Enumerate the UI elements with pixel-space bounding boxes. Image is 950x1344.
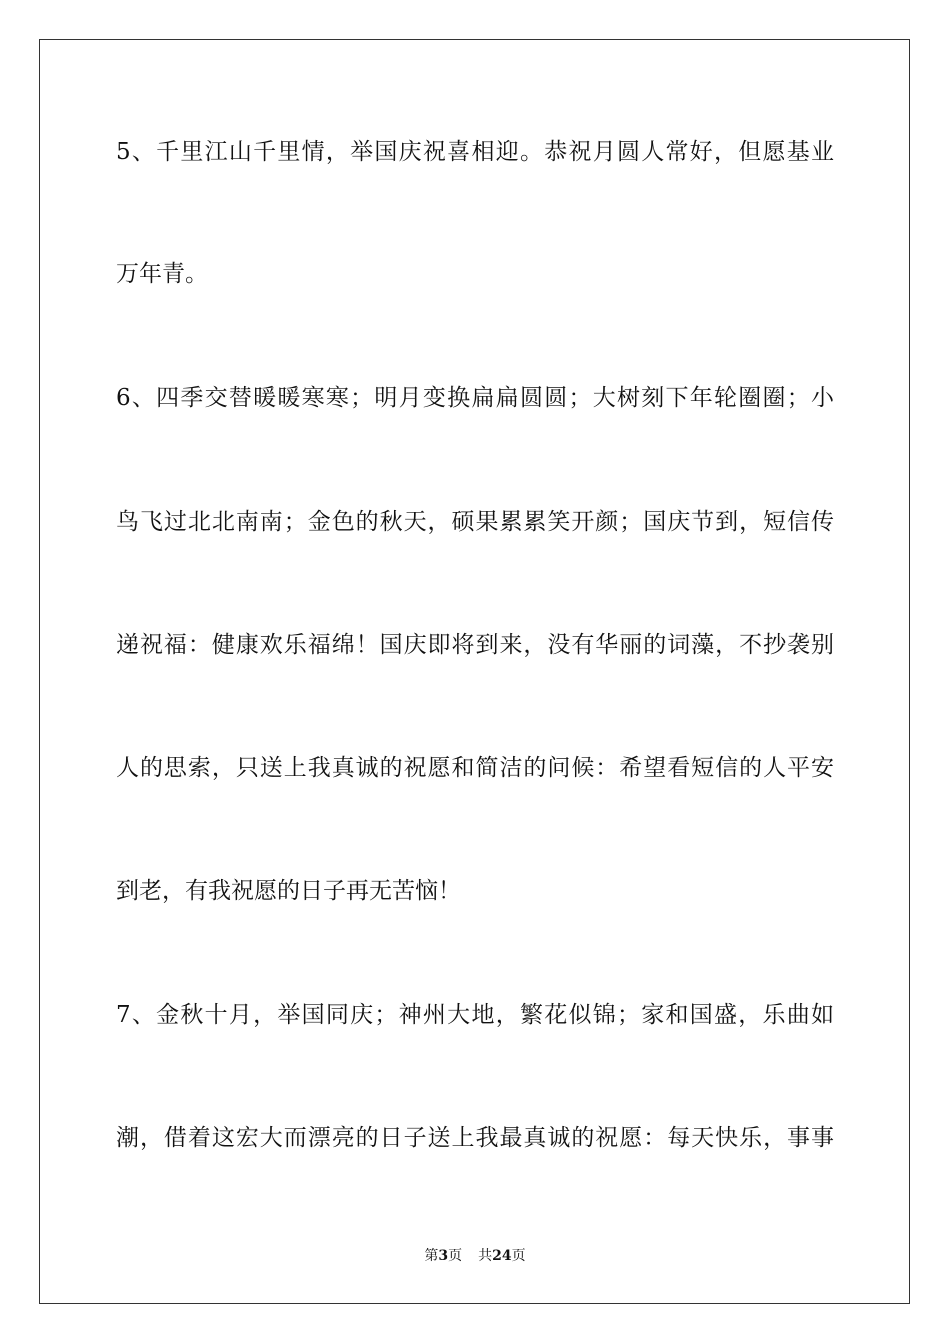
paragraph-6-line-3: 递祝福：健康欢乐福绵！国庆即将到来，没有华丽的词藻，不抄袭别 <box>116 632 834 658</box>
footer-page-prefix: 第 <box>424 1248 439 1264</box>
paragraph-7-line-1: 7、金秋十月，举国同庆；神州大地，繁花似锦；家和国盛，乐曲如 <box>116 1002 834 1028</box>
footer-page-suffix: 页 <box>448 1248 463 1264</box>
paragraph-6-line-5: 到老，有我祝愿的日子再无苦恼！ <box>116 878 461 904</box>
paragraph-5-line-1: 5、千里江山千里情，举国庆祝喜相迎。恭祝月圆人常好，但愿基业 <box>116 139 834 165</box>
paragraph-5-line-2: 万年青。 <box>116 261 208 287</box>
footer-page-number: 3 <box>438 1248 449 1264</box>
footer-total-prefix: 共 <box>478 1248 493 1264</box>
paragraph-6-line-4: 人的思索，只送上我真诚的祝愿和简洁的问候：希望看短信的人平安 <box>116 755 834 781</box>
page-border <box>39 39 910 1304</box>
paragraph-6-line-2: 鸟飞过北北南南；金色的秋天，硕果累累笑开颜；国庆节到，短信传 <box>116 509 834 535</box>
footer-total-suffix: 页 <box>511 1248 526 1264</box>
footer-total-pages: 24 <box>492 1248 512 1264</box>
paragraph-6-line-1: 6、四季交替暖暖寒寒；明月变换扁扁圆圆；大树刻下年轮圈圈；小 <box>116 385 834 411</box>
paragraph-7-line-2: 潮，借着这宏大而漂亮的日子送上我最真诚的祝愿：每天快乐，事事 <box>116 1125 834 1151</box>
page-footer <box>0 1247 950 1265</box>
